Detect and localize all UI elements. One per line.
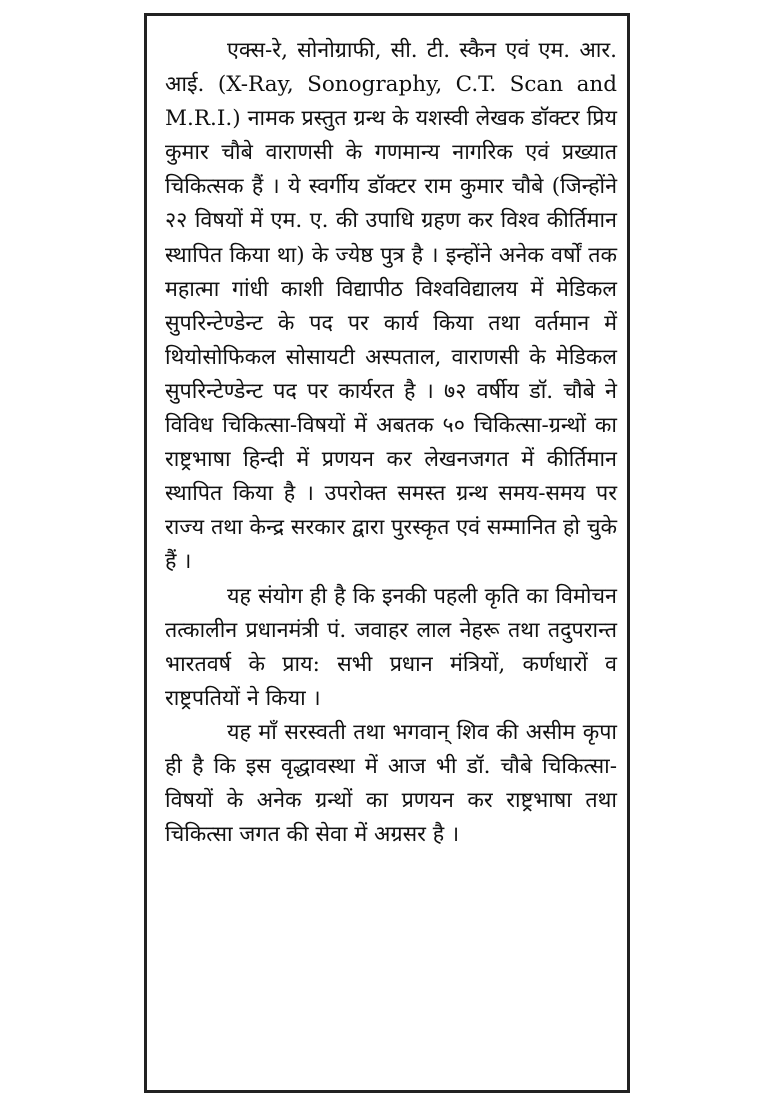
document-body	[165, 34, 617, 852]
paragraph-blessing: यह माँ सरस्वती तथा भगवान् शिव की असीम कृपा ही है कि इस वृद्धावस्था में आज भी डॉ. चौबे चिकित्सा-विषयों के अनेक ग्रन्थों का प्रणयन कर राष्ट्रभाषा तथा चिकित्सा जगत की सेवा में अग्रसर है ।	[165, 719, 617, 848]
bordered-text-box	[144, 13, 630, 1093]
paragraph-first-work-release: यह संयोग ही है कि इनकी पहली कृति का विमोचन तत्कालीन प्रधानमंत्री पं. जवाहर लाल नेहरू तथा तदुपरान्त भारतवर्ष के प्राय: सभी प्रधान मंत्रियों, कर्णधारों व राष्ट्रपतियों ने किया ।	[165, 583, 617, 711]
paragraph-author-bio: एक्स-रे, सोनोग्राफी, सी. टी. स्कैन एवं एम. आर. आई. (X-Ray, Sonography, C.T. Scan and M.R.I.) नामक प्रस्तुत ग्रन्थ के यशस्वी लेखक डॉक्टर प्रिय कुमार चौबे वाराणसी के गणमान्य नागरिक एवं प्रख्यात चिकित्सक हैं । ये स्वर्गीय डॉक्टर राम कुमार चौबे (जिन्होंने २२ विषयों में एम. ए. की उपाधि ग्रहण कर विश्व कीर्तिमान स्थापित किया था) के ज्येष्ठ पुत्र है । इन्होंने अनेक वर्षों तक महात्मा गांधी काशी विद्यापीठ विश्वविद्यालय में मेडिकल सुपरिन्टेण्डेन्ट के पद पर कार्य किया तथा वर्तमान में थियोसोफिकल सोसायटी अस्पताल, वाराणसी के मेडिकल सुपरिन्टेण्डेन्ट पद पर कार्यरत है । ७२ वर्षीय डॉ. चौबे ने विविध चिकित्सा-विषयों में अबतक ५० चिकित्सा-ग्रन्थों का राष्ट्रभाषा हिन्दी में प्रणयन कर लेखनजगत में कीर्तिमान स्थापित किया है । उपरोक्त समस्त ग्रन्थ समय-समय पर राज्य तथा केन्द्र सरकार द्वारा पुरस्कृत एवं सम्मानित हो चुके हैं ।	[165, 38, 617, 575]
